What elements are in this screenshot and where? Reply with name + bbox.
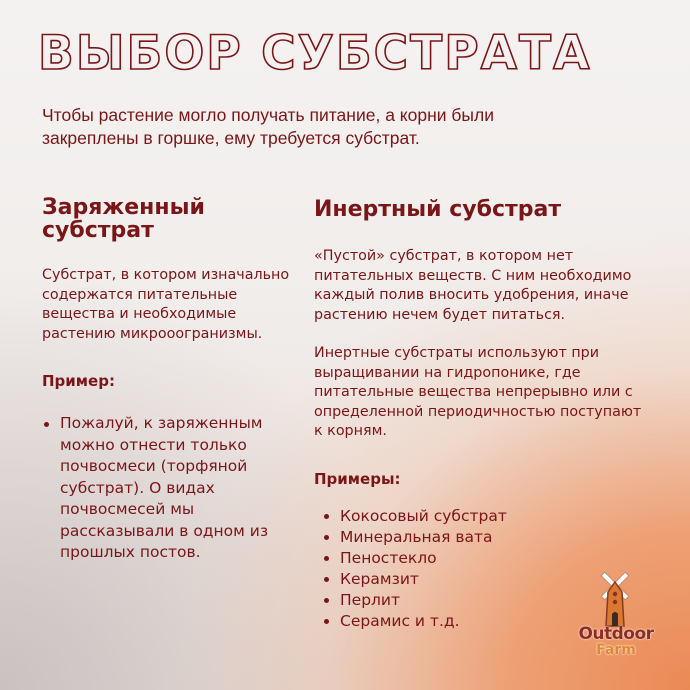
windmill-icon [580, 568, 650, 628]
charged-substrate-section [42, 196, 292, 564]
charged-substrate-description: Субстрат, в котором изначально содержатся питательные вещества и необходимые растению микрооогранизмы. [42, 267, 290, 342]
page-title: ВЫБОР СУБСТРАТА [38, 26, 592, 81]
list-item: Керамзит [322, 569, 654, 590]
intro-text: Чтобы растение могло получать питание, а корни были закреплены в горшке, ему требуется субстрат. [42, 105, 494, 148]
inert-substrate-description-2: Инертные субстраты используют при выращивании на гидропонике, где питательные вещества непрерывно или с определенной периодичностью поступают к корням. [314, 345, 642, 439]
charged-substrate-heading [42, 196, 292, 242]
outdoor-farm-logo [578, 568, 654, 668]
example-label: Пример: [42, 372, 115, 390]
list-item: Пожалуй, к заряженным можно отнести только почвосмеси (торфяной субстрат). О видах почвосмесей мы рассказывали в одном из прошлых постов. [42, 413, 292, 564]
heading-line-1: Заряженный [42, 195, 205, 220]
inert-substrate-heading: Инертный субстрат [314, 197, 562, 222]
inert-substrate-section [314, 198, 654, 632]
list-item: Перлит [322, 590, 654, 611]
logo-text-farm: Farm [596, 642, 636, 658]
list-item: Пеностекло [322, 548, 654, 569]
list-item: Кокосовый субстрат [322, 506, 654, 527]
logo-text-outdoor: Outdoor [578, 624, 654, 644]
list-item: Серамис и т.д. [322, 611, 654, 632]
charged-examples-list [42, 413, 292, 564]
list-item: Минеральная вата [322, 527, 654, 548]
heading-line-2: субстрат [42, 218, 154, 243]
examples-label: Примеры: [314, 469, 401, 488]
inert-substrate-description-1: «Пустой» субстрат, в котором нет питательных веществ. С ним необходимо каждый полив вносить удобрения, иначе растению нечем будет питаться. [314, 248, 632, 323]
